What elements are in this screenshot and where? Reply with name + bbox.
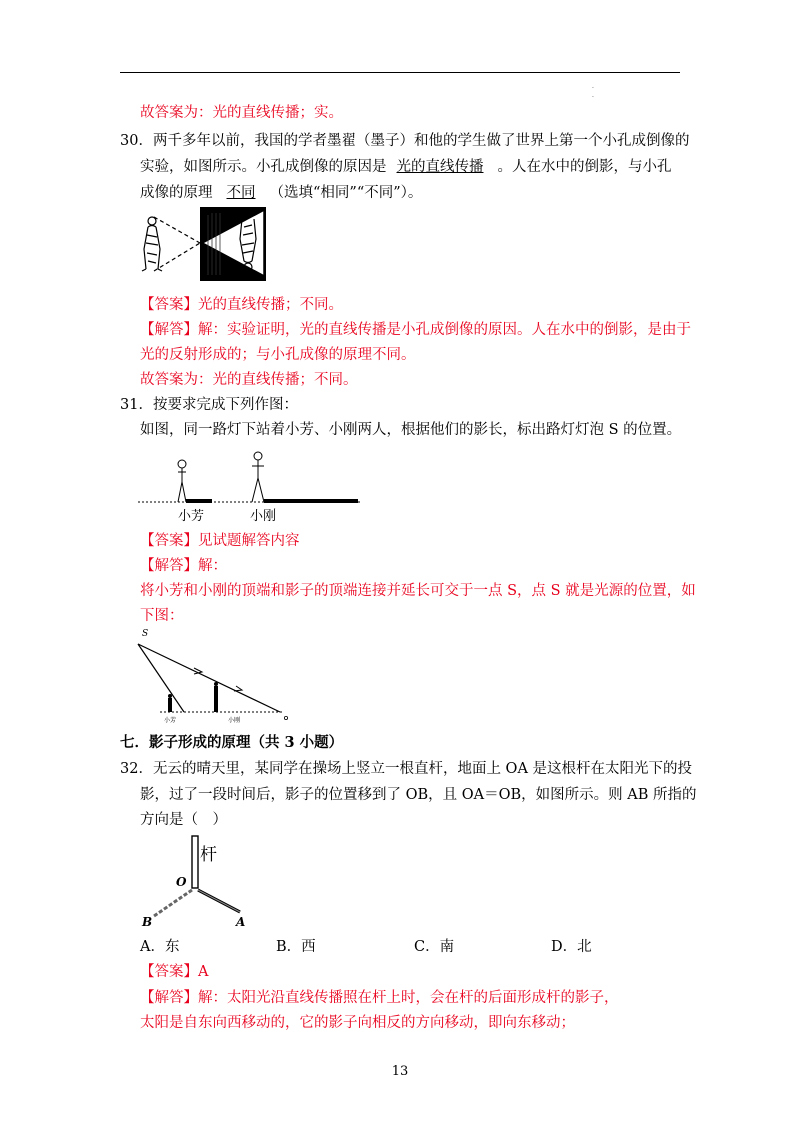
question-32-line1: 32．无云的晴天里，某同学在操场上竖立一根直杆，地面上 OA 是这根杆在太阳光下的投 (120, 761, 693, 777)
standing-person-icon (142, 217, 162, 271)
solution-32-line1: 【解答】解：太阳光沿直线传播照在杆上时，会在杆的后面形成杆的影子， (140, 990, 619, 1006)
shadow-ob (154, 890, 192, 916)
person-xiaofang-small-icon (168, 694, 172, 712)
question-32-line2: 影，过了一段时间后，影子的位置移到了 OB，且 OA＝OB，如图所示。则 AB 所指的 (140, 787, 697, 803)
option-a: A．东 (140, 939, 180, 955)
label-o: O (176, 875, 187, 889)
label-xiaogang: 小刚 (250, 509, 277, 524)
q30-blank-answer: 光的直线传播 (396, 159, 484, 175)
pole-shadow-figure (136, 834, 266, 930)
final-answer-29: 故答案为：光的直线传播；实。 (140, 105, 343, 121)
solution-31-line1: 【解答】解： (140, 558, 227, 574)
pinhole-camera-figure (138, 205, 270, 283)
answer-32: 【答案】A (140, 964, 209, 980)
option-d: D．北 (551, 939, 592, 955)
q30-text-a: 实验，如图所示。小孔成倒像的原因是 (140, 159, 387, 175)
label-pole: 杆 (200, 845, 217, 865)
option-b: B．西 (276, 939, 316, 955)
q30-text-b: 。人在水中的倒影，与小孔 (497, 159, 672, 175)
final-answer-30: 故答案为：光的直线传播；不同。 (140, 372, 358, 388)
answer-31: 【答案】见试题解答内容 (140, 533, 300, 549)
question-31-line2: 如图，同一路灯下站着小芳、小刚两人，根据他们的影长，标出路灯灯泡 S 的位置。 (140, 422, 682, 438)
label-xiaogang-small: 小刚 (228, 717, 241, 724)
pole-icon (192, 836, 198, 888)
person-xiaogang-icon (252, 452, 264, 502)
solution-30-line1: 【解答】解：实验证明，光的直线传播是小孔成倒像的原因。人在水中的倒影，是由于 (140, 322, 691, 338)
question-31-line1: 31．按要求完成下列作图： (120, 397, 298, 413)
question-30-line3 (140, 183, 422, 203)
shadow-xiaofang (186, 499, 212, 503)
header-dots: . . (592, 83, 594, 99)
q30-text-c: 成像的原理 (140, 185, 213, 201)
streetlight-shadow-figure (138, 448, 362, 528)
answer-30: 【答案】光的直线传播；不同。 (140, 297, 343, 313)
label-a: A (236, 915, 246, 929)
light-source-solution-figure (136, 626, 296, 726)
header-rule (120, 72, 680, 73)
q30-text-d: （选填“相同”“不同”）。 (269, 185, 423, 201)
shadow-xiaogang (264, 499, 358, 503)
question-30-line1: 30．两千多年以前，我国的学者墨翟（墨子）和他的学生做了世界上第一个小孔成倒像的 (120, 133, 690, 149)
option-c: C．南 (414, 939, 455, 955)
label-xiaofang-small: 小芳 (164, 717, 177, 724)
label-xiaofang: 小芳 (178, 509, 205, 524)
question-30-line2 (140, 157, 672, 177)
label-b: B (142, 915, 153, 929)
solution-31-line2: 将小芳和小刚的顶端和影子的顶端连接并延长可交于一点 S，点 S 就是光源的位置，如 (140, 583, 696, 599)
solution-32-line2: 太阳是自东向西移动的，它的影子向相反的方向移动，即向东移动； (140, 1015, 575, 1031)
person-xiaogang-small-icon (214, 682, 218, 712)
solution-31-line3: 下图： (140, 608, 184, 624)
section-7-heading: 七．影子形成的原理（共 3 小题） (120, 734, 344, 751)
page-number: 13 (391, 1064, 409, 1079)
question-32-line3: 方向是（ ） (140, 812, 227, 828)
solution-30-line2: 光的反射形成的；与小孔成像的原理不同。 (140, 347, 416, 363)
label-s: S (142, 629, 149, 639)
person-xiaofang-icon (178, 460, 186, 502)
q30-blank-answer-2: 不同 (226, 185, 256, 201)
